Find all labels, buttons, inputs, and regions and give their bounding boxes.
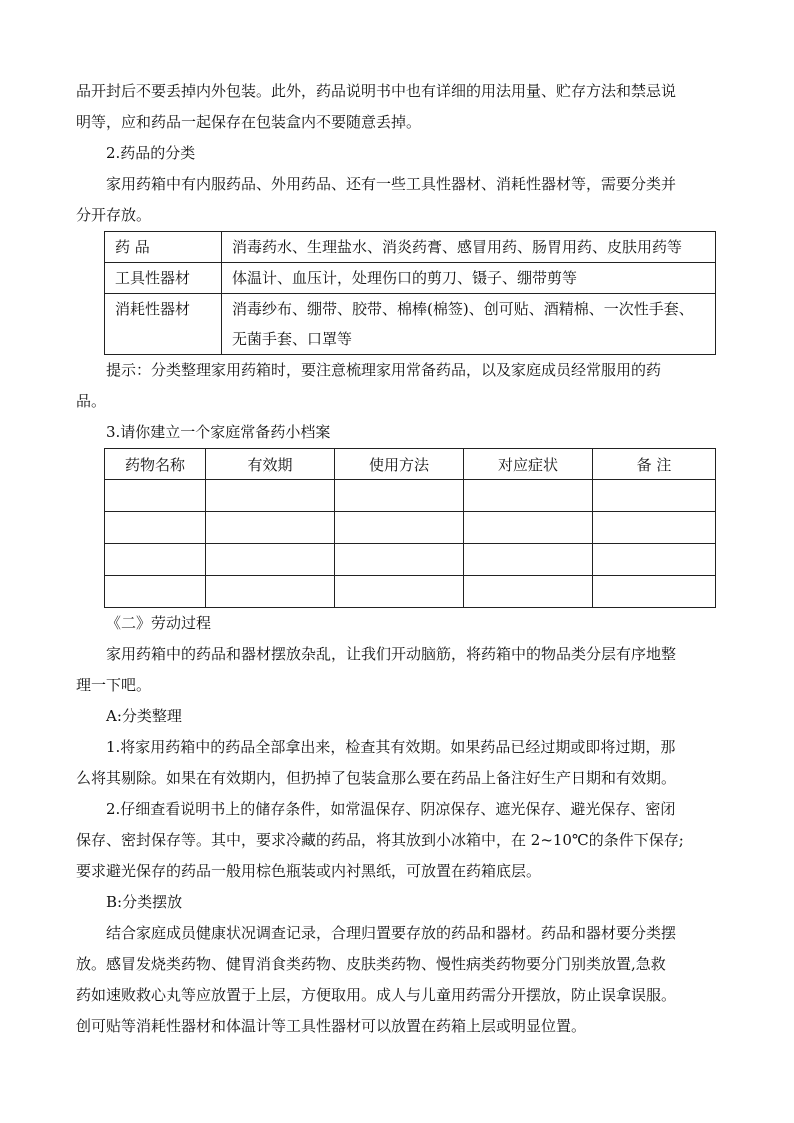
intro-line: 品开封后不要丢掉内外包装。此外，药品说明书中也有详细的用法用量、贮存方法和禁忌说 [76,82,677,100]
items-cell: 消毒纱布、绷带、胶带、棉棒(棉签)、创可贴、酒精棉、一次性手套、无菌手套、口罩等 [222,294,716,355]
table-cell[interactable] [335,576,464,608]
sorting-step-2: 2.仔细查看说明书上的储存条件，如常温保存、阴凉保存、遮光保存、避光保存、密闭 [106,800,676,818]
table-cell[interactable] [206,512,335,544]
intro-line: 明等，应和药品一起保存在包装盒内不要随意丢掉。 [76,113,422,131]
column-header: 有效期 [206,449,335,480]
section-heading-classification: 2.药品的分类 [106,144,196,162]
placement-paragraph: 创可贴等消耗性器材和体温计等工具性器材可以放置在药箱上层或明显位置。 [76,1017,587,1035]
column-header: 药物名称 [105,449,206,480]
table-row[interactable] [105,544,716,576]
classification-paragraph: 家用药箱中有内服药品、外用药品、还有一些工具性器材、消耗性器材等，需要分类并 [106,175,677,193]
subheading-sorting: A:分类整理 [106,707,182,725]
sorting-step-2: 保存、密封保存等。其中，要求冷藏的药品，将其放到小冰箱中，在 2~10℃的条件下保存; [76,831,684,849]
table-cell[interactable] [593,544,716,576]
sorting-step-1: 1.将家用药箱中的药品全部拿出来，检查其有效期。如果药品已经过期或即将过期，那 [106,738,676,756]
labor-paragraph: 理一下吧。 [76,676,152,694]
items-cell: 体温计、血压计，处理伤口的剪刀、镊子、绷带剪等 [222,263,716,294]
table-row[interactable] [105,576,716,608]
table-cell[interactable] [206,480,335,512]
category-cell: 工具性器材 [105,263,222,294]
category-table [104,231,716,355]
table-row [105,232,716,263]
sorting-step-1: 么将其剔除。如果在有效期内，但扔掉了包装盒那么要在药品上备注好生产日期和有效期。 [76,769,677,787]
table-row[interactable] [105,480,716,512]
table-cell[interactable] [464,512,593,544]
table-cell[interactable] [105,512,206,544]
labor-paragraph: 家用药箱中的药品和器材摆放杂乱，让我们开动脑筋，将药箱中的物品类分层有序地整 [106,645,677,663]
table-cell[interactable] [464,544,593,576]
category-cell: 消耗性器材 [105,294,222,355]
category-cell: 药 品 [105,232,222,263]
tip-paragraph: 品。 [76,392,107,410]
table-cell[interactable] [105,544,206,576]
items-cell: 消毒药水、生理盐水、消炎药膏、感冒用药、肠胃用药、皮肤用药等 [222,232,716,263]
table-row[interactable] [105,512,716,544]
table-cell[interactable] [105,576,206,608]
table-cell[interactable] [464,480,593,512]
table-cell[interactable] [335,480,464,512]
placement-paragraph: 结合家庭成员健康状况调查记录，合理归置要存放的药品和器材。药品和器材要分类摆 [106,924,677,942]
column-header: 备 注 [593,449,716,480]
classification-paragraph: 分开存放。 [76,206,152,224]
table-header-row [105,449,716,480]
table-cell[interactable] [105,480,206,512]
placement-paragraph: 药如速败救心丸等应放置于上层，方便取用。成人与儿童用药需分开摆放，防止误拿误服。 [76,986,677,1004]
column-header: 对应症状 [464,449,593,480]
table-row [105,263,716,294]
section-heading-labor-process: 《二》劳动过程 [106,614,212,632]
table-cell[interactable] [593,576,716,608]
medicine-archive-table [104,448,716,608]
table-cell[interactable] [206,576,335,608]
placement-paragraph: 放。感冒发烧类药物、健胃消食类药物、皮肤类药物、慢性病类药物要分门别类放置,急救 [76,955,666,973]
table-cell[interactable] [593,512,716,544]
column-header: 使用方法 [335,449,464,480]
table-row [105,294,716,355]
document-page [76,76,718,1042]
table-cell[interactable] [593,480,716,512]
table-cell[interactable] [206,544,335,576]
section-heading-archive: 3.请你建立一个家庭常备药小档案 [106,423,331,441]
sorting-step-2: 要求避光保存的药品一般用棕色瓶装或内衬黑纸，可放置在药箱底层。 [76,862,542,880]
table-cell[interactable] [335,512,464,544]
subheading-placement: B:分类摆放 [106,893,183,911]
table-cell[interactable] [335,544,464,576]
tip-paragraph: 提示：分类整理家用药箱时，要注意梳理家用常备药品，以及家庭成员经常服用的药 [106,361,662,379]
table-cell[interactable] [464,576,593,608]
